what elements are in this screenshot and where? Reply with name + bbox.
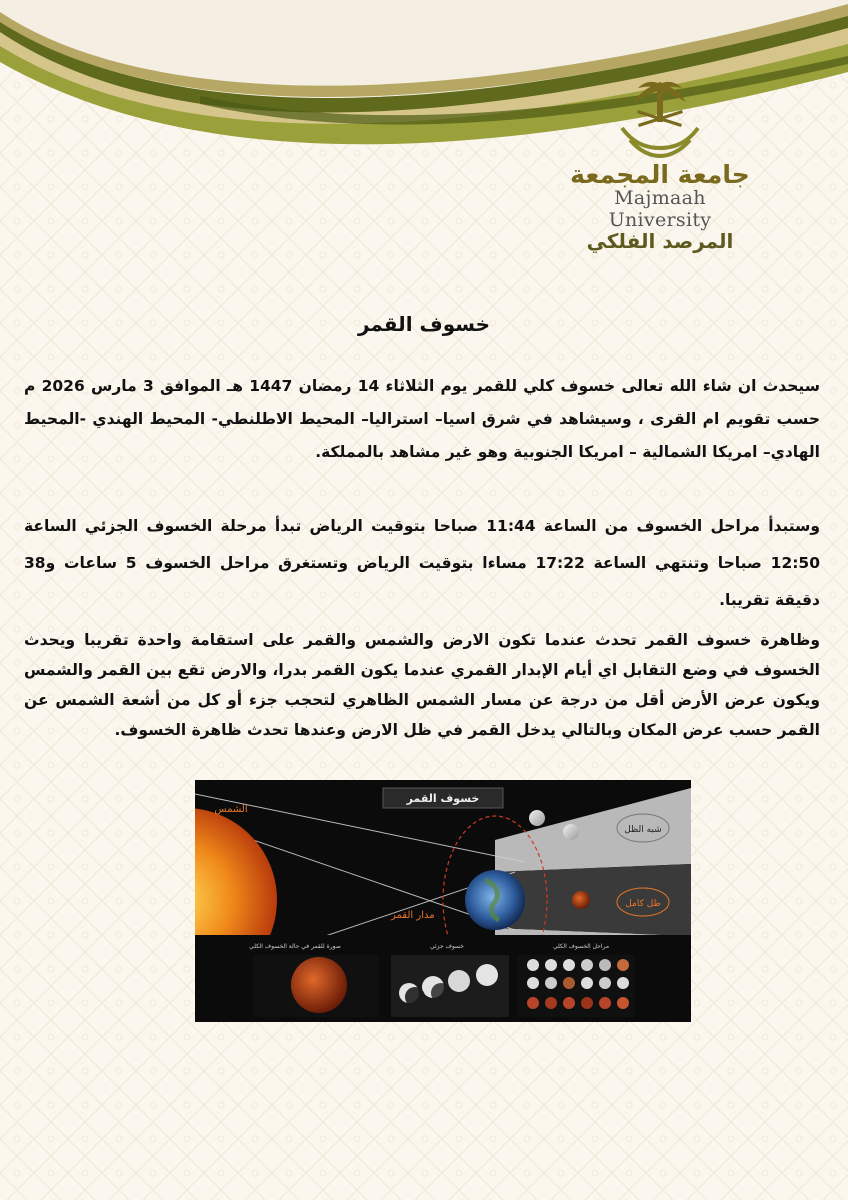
umbra-label: ظل كامل bbox=[625, 899, 661, 909]
eclipse-phase-panels bbox=[195, 935, 691, 1022]
paragraph-eclipse-times: وستبدأ مراحل الخسوف من الساعة 11:44 صباحا بتوقيت الرياض تبدأ مرحلة الخسوف الجزئي الساعة 12:50 صباحا وتنتهي الساعة 17:22 مساءا بتوقيت الرياض وتستغرق مراحل الخسوف 5 ساعات و38 دقيقة تقريبا. bbox=[24, 517, 821, 609]
sun-label: الشمس bbox=[214, 804, 248, 815]
paragraph-eclipse-date: سيحدث ان شاء الله تعالى خسوف كلي للقمر يوم الثلاثاء 14 رمضان 1447 هـ الموافق 3 مارس 2026 م حسب تقويم ام القرى ، وسيشاهد في شرق اسيا– استراليا– المحيط الاطلنطي- المحيط الهندي -المحيط الهادي– امريكا الشمالية – امريكا الجنوبية وهو غير مشاهد بالمملكة. bbox=[24, 377, 820, 461]
moon-umbra-red bbox=[572, 891, 590, 909]
moon-orbit-label: مدار القمر bbox=[391, 910, 435, 921]
panel-total-caption: صورة للقمر في حالة الخسوف الكلي bbox=[249, 943, 341, 950]
logo-arabic-name: جامعة المجمعة bbox=[570, 160, 750, 189]
total-eclipse-moon bbox=[291, 957, 347, 1013]
logo-english-name: Majmaah University bbox=[608, 187, 712, 231]
university-logo bbox=[560, 78, 760, 253]
panel-phases-caption: مراحل الخسوف الكلي bbox=[552, 943, 610, 950]
paragraph-eclipse-explanation: وظاهرة خسوف القمر تحدث عندما تكون الارض والشمس والقمر على استقامة واحدة تقريبا ويحدث الخسوف في وضع التقابل اي أيام الإبدار القمري عندما يكون القمر بدرا، والارض تقع بين القمر والشمس ويكون عرض الأرض أقل من درجة عن مسار الشمس الظاهري لتحجب جزء أو كل من أشعة الشمس عن القمر حسب عرض المكان وبالتالي يدخل القمر في ظل الارض وعندها تحدث ظاهرة الخسوف. bbox=[24, 631, 820, 739]
moon-top bbox=[529, 810, 545, 826]
palm-swords-emblem-icon bbox=[610, 78, 710, 164]
panel-partial-caption: خسوف جزئي bbox=[430, 943, 464, 950]
moon-penumbra-top bbox=[563, 824, 579, 840]
penumbra-top-label: شبه الظل bbox=[624, 825, 662, 835]
page-title: خسوف القمر bbox=[357, 312, 491, 336]
figure-banner: خسوف القمر bbox=[406, 792, 480, 805]
logo-observatory-name: المرصد الفلكي bbox=[586, 229, 734, 253]
